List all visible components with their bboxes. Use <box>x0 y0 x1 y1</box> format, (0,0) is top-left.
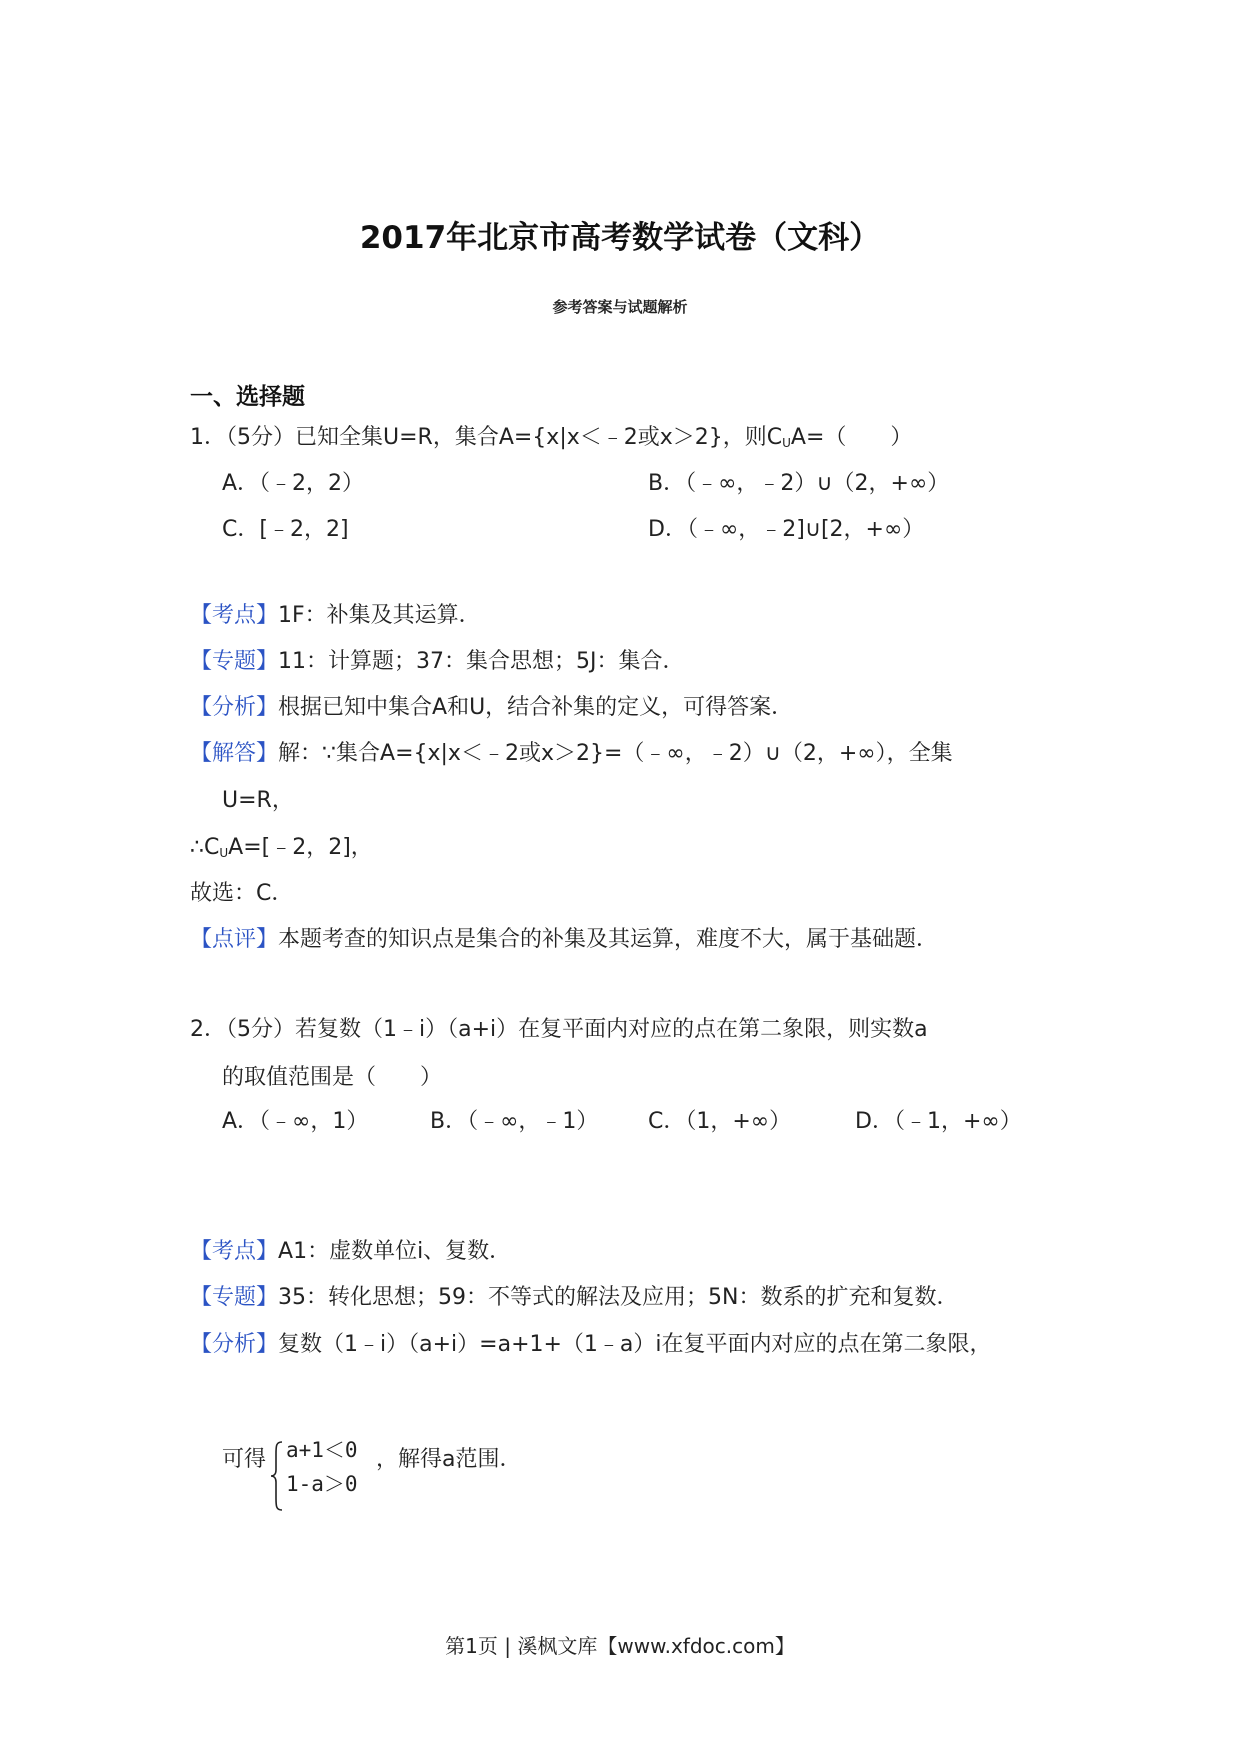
q1-jieda-line3 <box>190 834 373 867</box>
jieda-tag: 【解答】 <box>190 741 279 766</box>
q1-fenxi <box>190 694 793 722</box>
q1-stem <box>190 424 912 457</box>
zhuanti-tag: 【专题】 <box>190 649 279 674</box>
q2-kaodian <box>190 1238 511 1266</box>
fenxi-tag: 【分析】 <box>190 1332 279 1357</box>
q1-kaodian <box>190 602 481 630</box>
q2-option-c: C．（1，+∞） <box>648 1109 792 1134</box>
q2-kede-tail: ，解得a范围． <box>376 1447 522 1472</box>
q1-stem-text: 1．（5分）已知全集U=R，集合A={x|x＜﹣2或x＞2}，则C <box>190 425 783 450</box>
dianping-tag: 【点评】 <box>190 927 279 952</box>
fenxi-tag: 【分析】 <box>190 695 279 720</box>
q1-option-c: C．[﹣2，2] <box>222 517 349 542</box>
q1-stem-subscript: U <box>782 436 791 450</box>
q1-stem-text-end: A=（ ） <box>790 425 913 450</box>
q2-zhuanti <box>190 1284 958 1312</box>
fenxi-text: 复数（1﹣i）（a+i）=a+1+（1﹣a）i在复平面内对应的点在第二象限， <box>278 1332 992 1357</box>
q1-jieda <box>190 740 953 768</box>
jieda-3-subscript: U <box>219 846 229 860</box>
kaodian-tag: 【考点】 <box>190 603 279 628</box>
q2-option-b: B．（﹣∞，﹣1） <box>430 1109 599 1134</box>
zhuanti-text: 11：计算题；37：集合思想；5J：集合． <box>278 649 685 674</box>
page-subtitle: 参考答案与试题解析 <box>552 298 688 316</box>
fenxi-text: 根据已知中集合A和U，结合补集的定义，可得答案． <box>278 695 794 720</box>
q2-fenxi <box>190 1331 992 1359</box>
zhuanti-text: 35：转化思想；59：不等式的解法及应用；5N：数系的扩充和复数． <box>278 1285 959 1310</box>
q1-zhuanti <box>190 648 685 676</box>
page-footer: 第1页 | 溪枫文库【www.xfdoc.com】 <box>445 1634 795 1658</box>
zhuanti-tag: 【专题】 <box>190 1285 279 1310</box>
page-title: 2017年北京市高考数学试卷（文科） <box>359 220 881 256</box>
q1-option-b: B．（﹣∞，﹣2）∪（2，+∞） <box>648 471 950 496</box>
dianping-text: 本题考查的知识点是集合的补集及其运算，难度不大，属于基础题． <box>278 927 939 952</box>
jieda-3-text-end: A=[﹣2，2]， <box>228 835 373 860</box>
q1-jieda-line2: U=R， <box>222 788 294 813</box>
q2-stem-line2: 的取值范围是（ ） <box>222 1065 443 1090</box>
q2-option-a: A．（﹣∞，1） <box>222 1109 369 1134</box>
kaodian-text: 1F：补集及其运算． <box>278 603 481 628</box>
q2-stem-line1: 2．（5分）若复数（1﹣i）（a+i）在复平面内对应的点在第二象限，则实数a <box>190 1017 928 1042</box>
q1-option-a: A．（﹣2，2） <box>222 471 365 496</box>
q1-jieda-line4: 故选：C． <box>190 881 294 906</box>
section-heading: 一、选择题 <box>190 384 305 410</box>
system-line-2: 1-a＞0 <box>286 1472 358 1496</box>
q2-option-d: D．（﹣1，+∞） <box>855 1109 1022 1134</box>
system-line-1: a+1＜0 <box>286 1438 358 1462</box>
q1-dianping <box>190 926 938 954</box>
q2-kede-label: 可得 <box>222 1447 267 1472</box>
q1-option-d: D．（﹣∞，﹣2]∪[2，+∞） <box>648 517 925 542</box>
jieda-3-text: ∴C <box>190 835 220 860</box>
brace-icon <box>270 1440 284 1512</box>
kaodian-text: A1：虚数单位i、复数． <box>278 1239 512 1264</box>
jieda-text-1: 解：∵集合A={x|x＜﹣2或x＞2}=（﹣∞，﹣2）∪（2，+∞），全集 <box>278 741 953 766</box>
kaodian-tag: 【考点】 <box>190 1239 279 1264</box>
